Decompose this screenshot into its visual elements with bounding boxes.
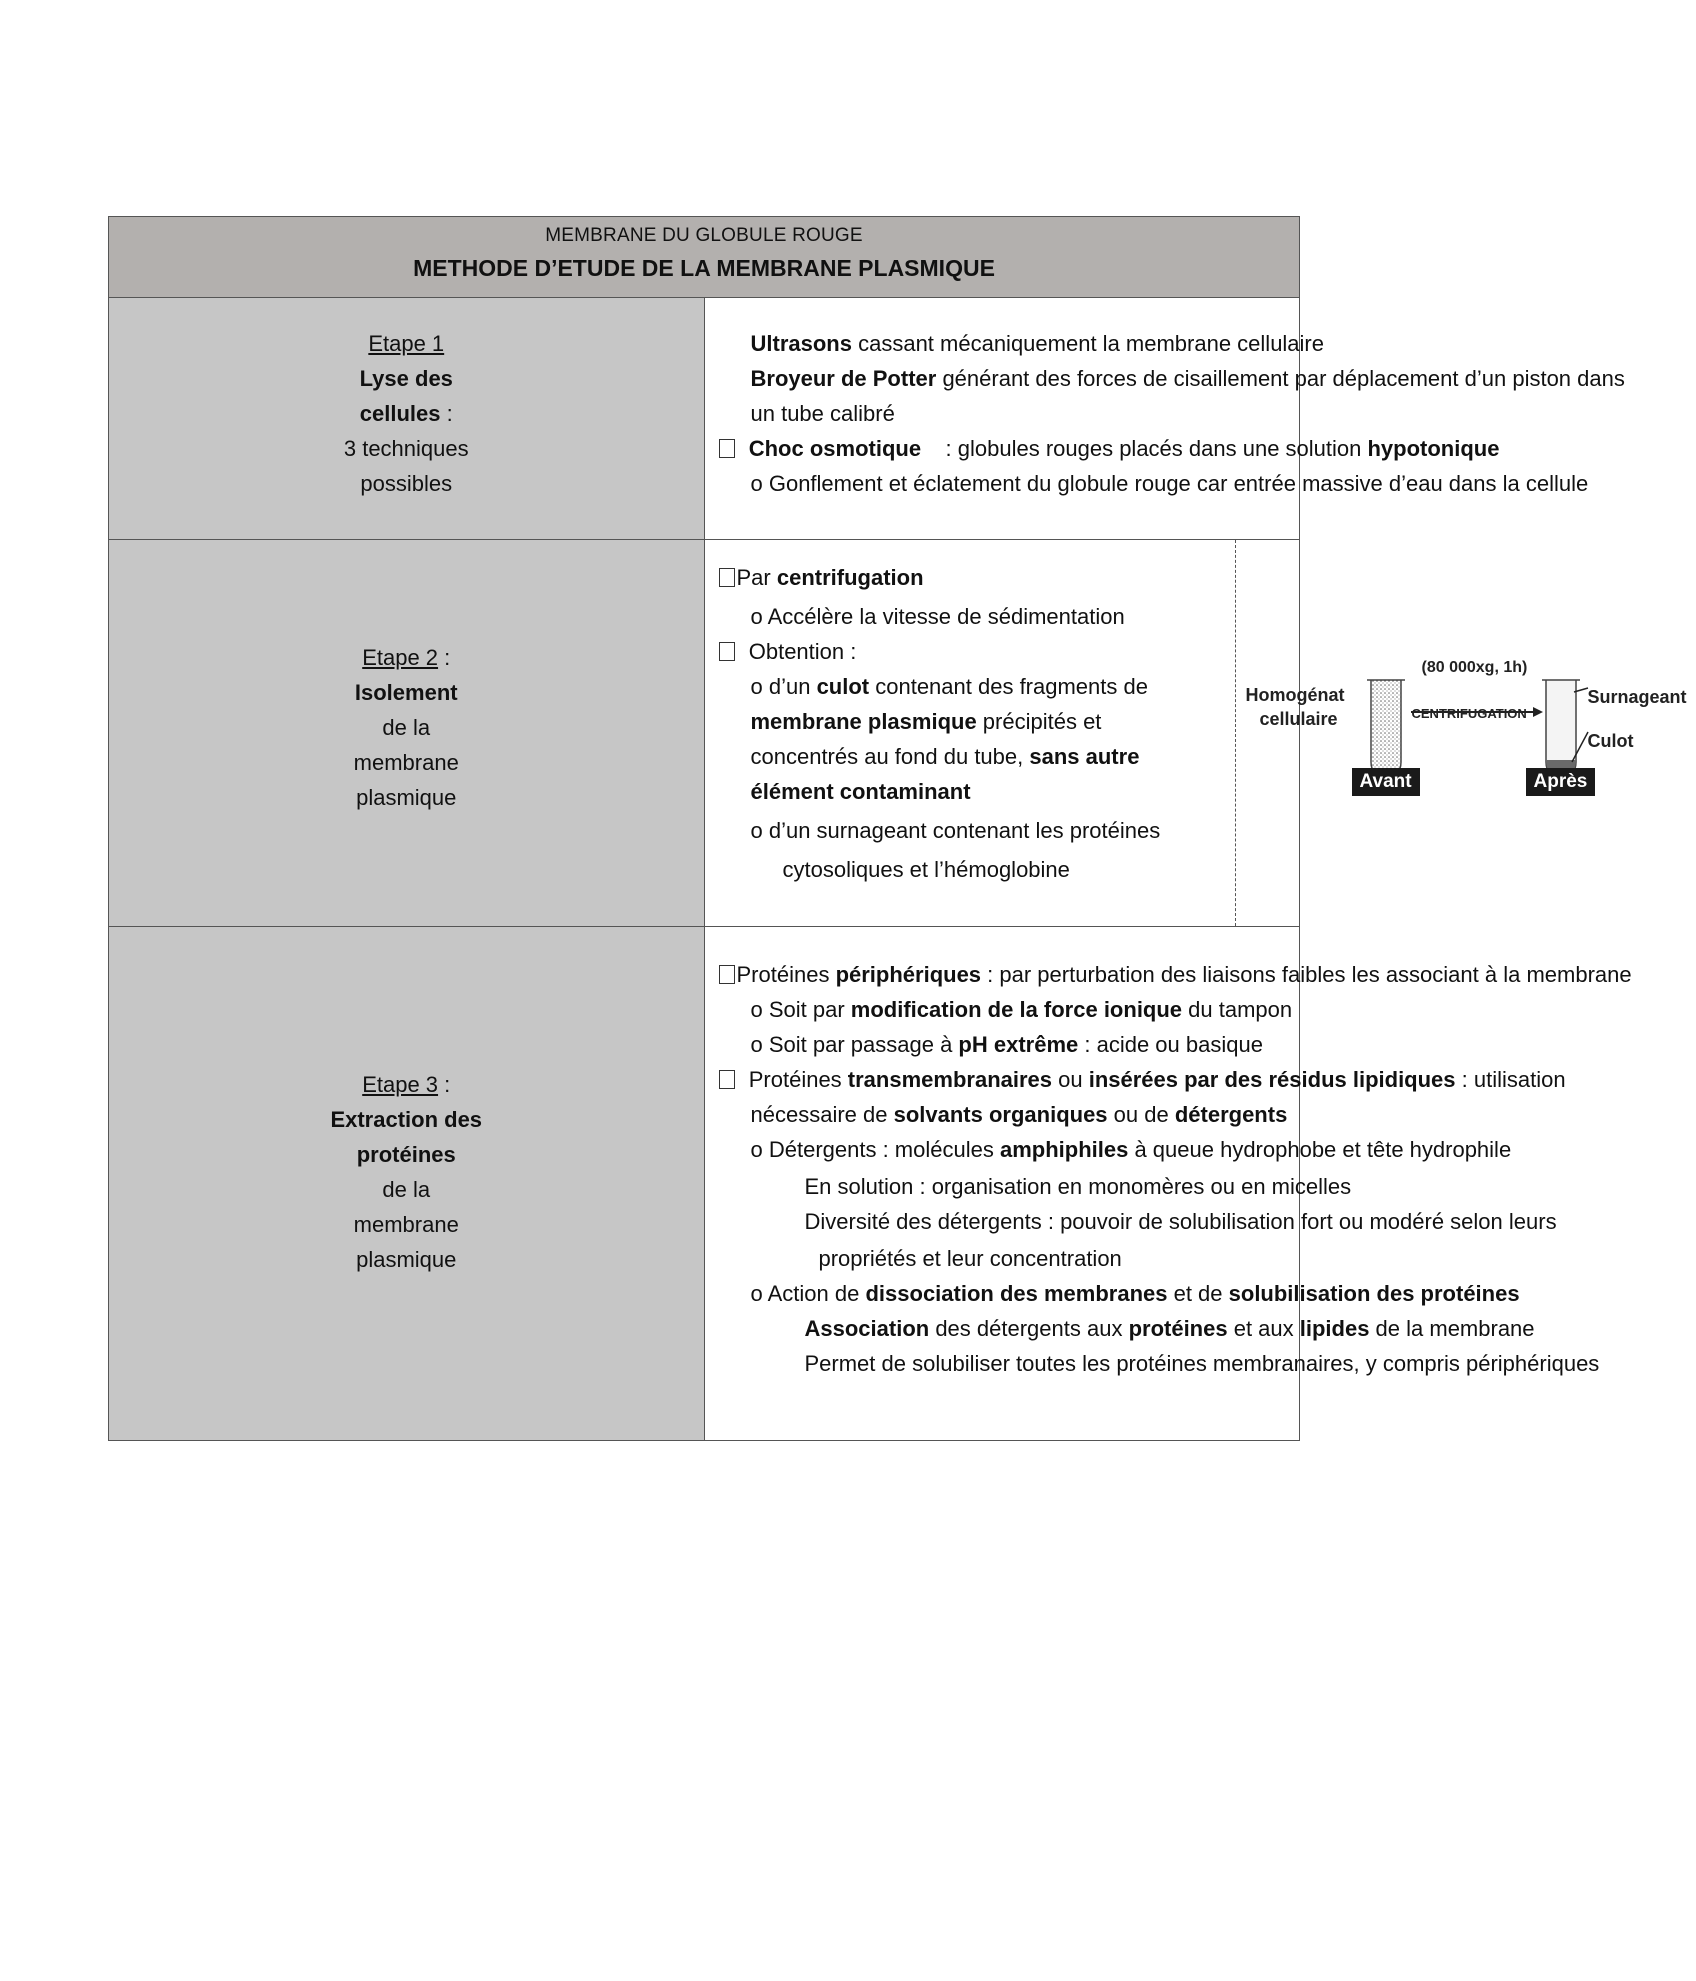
step3-line4: Protéines transmembranaires ou insérées par des résidus lipidiques : utilisation: [705, 1062, 1300, 1097]
step3-desc3: plasmique: [356, 1247, 457, 1272]
step1-name-a: Lyse des: [359, 366, 453, 391]
header-title: METHODE D’ETUDE DE LA MEMBRANE PLASMIQUE: [413, 255, 995, 281]
step3-name-a: Extraction des: [330, 1107, 483, 1132]
centrifugation-figure: [1236, 540, 1687, 926]
step2-desc3: plasmique: [356, 785, 457, 810]
step1-line2: Broyeur de Potter générant des forces de cisaillement par déplacement d’un piston dans: [750, 366, 1625, 391]
fig-homogenat-b: cellulaire: [1259, 709, 1338, 729]
step3-row: [109, 927, 1300, 1441]
step2-line4: o d’un culot contenant des fragments de: [750, 674, 1148, 699]
checkbox-icon: [719, 1070, 735, 1089]
checkbox-icon: [719, 642, 735, 661]
step3-line7: En solution : organisation en monomères ou en micelles: [804, 1174, 1352, 1199]
checkbox-icon: [719, 965, 735, 984]
step3-line11: Association des détergents aux protéines et aux lipides de la membrane: [804, 1316, 1535, 1341]
step3-line1: Protéines périphériques : par perturbation des liaisons faibles les associant à la membrane: [705, 957, 1300, 992]
step3-line6: o Détergents : molécules amphiphiles à queue hydrophobe et tête hydrophile: [750, 1137, 1512, 1162]
step2-row: [109, 540, 1300, 927]
step2-name: Isolement: [354, 680, 458, 705]
step1-name-b: cellules: [359, 401, 441, 426]
step2-line7: élément contaminant: [750, 779, 971, 804]
step1-name-sep: :: [440, 401, 453, 426]
fig-conditions: (80 000xg, 1h): [1421, 659, 1528, 676]
step2-desc2: membrane: [353, 750, 459, 775]
step3-line2: o Soit par modification de la force ionique du tampon: [750, 997, 1293, 1022]
step2-line1: Par centrifugation: [705, 560, 1235, 595]
step1-row: [109, 298, 1300, 540]
step3-line3: o Soit par passage à pH extrême : acide ou basique: [750, 1032, 1263, 1057]
step3-desc2: membrane: [353, 1212, 459, 1237]
checkbox-icon: [719, 439, 735, 458]
step2-line5: membrane plasmique précipités et: [750, 709, 1102, 734]
step3-name-b: protéines: [356, 1142, 456, 1167]
step1-line1: Ultrasons cassant mécaniquement la membrane cellulaire: [750, 331, 1324, 356]
step1-line5: o Gonflement et éclatement du globule rouge car entrée massive d’eau dans la cellule: [750, 471, 1589, 496]
step3-line9: propriétés et leur concentration: [818, 1246, 1122, 1271]
fig-arrow-label: CENTRIFUGATION: [1411, 706, 1527, 721]
step1-label-cell: [109, 298, 705, 540]
centrifuge-tubes-diagram: [1236, 540, 1696, 926]
step2-line2: o Accélère la vitesse de sédimentation: [750, 604, 1125, 629]
tube-after-icon: [1542, 680, 1588, 776]
step1-line3: un tube calibré: [750, 401, 895, 426]
step2-desc1: de la: [382, 715, 431, 740]
step3-label: Etape 3: [362, 1072, 439, 1097]
step1-label: Etape 1: [368, 331, 445, 356]
step3-line8: Diversité des détergents : pouvoir de solubilisation fort ou modéré selon leurs: [804, 1209, 1557, 1234]
step3-desc1: de la: [382, 1177, 431, 1202]
checkbox-icon: [719, 568, 735, 587]
fig-surnageant: Surnageant: [1587, 687, 1687, 707]
step2-label: Etape 2: [362, 645, 439, 670]
step3-content: [704, 927, 1632, 1441]
fig-apres-badge: Après: [1526, 768, 1596, 796]
tube-before-icon: [1367, 680, 1405, 776]
step2-line8: o d’un surnageant contenant les protéines: [750, 818, 1161, 843]
step1-desc-b: possibles: [360, 471, 453, 496]
step2-label-cell: Etape 2 : Isolement de la membrane plasmique: [109, 540, 705, 927]
fig-homogenat-a: Homogénat: [1245, 685, 1345, 705]
step2-line6: concentrés au fond du tube, sans autre: [750, 744, 1140, 769]
method-table: [108, 216, 1687, 1441]
step2-line3: Obtention :: [705, 634, 1235, 669]
step1-content: [704, 298, 1625, 540]
step2-content: [704, 540, 1687, 927]
fig-culot: Culot: [1587, 731, 1634, 751]
fig-avant-badge: Avant: [1352, 768, 1420, 796]
step1-desc-a: 3 techniques: [343, 436, 469, 461]
arrow-icon: [1411, 707, 1543, 717]
step3-line5: nécessaire de solvants organiques ou de détergents: [750, 1102, 1288, 1127]
step1-line4: Choc osmotique : globules rouges placés dans une solution hypotonique: [705, 431, 1300, 466]
step3-line12: Permet de solubiliser toutes les protéines membranaires, y compris périphériques: [804, 1351, 1600, 1376]
step2-line9: cytosoliques et l’hémoglobine: [782, 857, 1070, 882]
header-subtitle: MEMBRANE DU GLOBULE ROUGE: [545, 225, 863, 246]
table-header: [109, 217, 1300, 298]
step3-line10: o Action de dissociation des membranes et de solubilisation des protéines: [750, 1281, 1520, 1306]
step2-text: [705, 540, 1236, 926]
step3-label-cell: Etape 3 : Extraction des protéines de la membrane plasmique: [109, 927, 705, 1441]
